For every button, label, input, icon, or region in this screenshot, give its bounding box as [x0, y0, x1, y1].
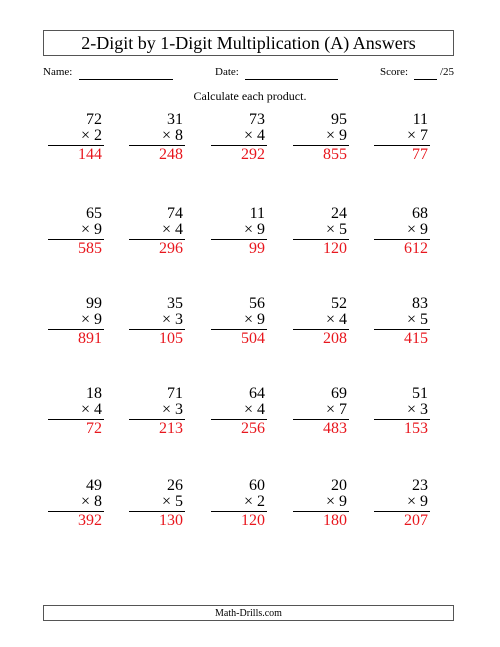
multiplier: × 7 [406, 127, 428, 144]
product-answer: 292 [241, 146, 265, 163]
multiplicand: 26 [167, 477, 183, 494]
product-answer: 120 [241, 512, 265, 529]
problem [370, 206, 434, 266]
multiplicand: 56 [249, 295, 265, 312]
multiplier: × 4 [80, 401, 102, 418]
problem [289, 206, 353, 266]
multiplicand: 69 [331, 385, 347, 402]
problem [44, 296, 108, 356]
problem [44, 206, 108, 266]
multiplier: × 4 [325, 311, 347, 328]
multiplicand: 60 [249, 477, 265, 494]
multiplier: × 9 [80, 221, 102, 238]
product-answer: 891 [78, 330, 102, 347]
product-answer: 612 [404, 240, 428, 257]
multiplier: × 9 [406, 493, 428, 510]
product-answer: 483 [323, 420, 347, 437]
problem [370, 296, 434, 356]
product-answer: 105 [159, 330, 183, 347]
multiplicand: 99 [86, 295, 102, 312]
multiplicand: 20 [331, 477, 347, 494]
problem [125, 386, 189, 446]
date-label: Date: [215, 66, 239, 78]
multiplier: × 3 [161, 311, 183, 328]
problem [44, 478, 108, 538]
problem [125, 296, 189, 356]
problem [289, 112, 353, 172]
product-answer: 415 [404, 330, 428, 347]
problem [370, 478, 434, 538]
footer: Math-Drills.com [43, 605, 454, 621]
name-line [79, 79, 173, 80]
multiplier: × 8 [161, 127, 183, 144]
problem [370, 112, 434, 172]
problem [207, 112, 271, 172]
problem [125, 206, 189, 266]
problem [207, 386, 271, 446]
problem [207, 296, 271, 356]
multiplicand: 31 [167, 111, 183, 128]
multiplier: × 8 [80, 493, 102, 510]
product-answer: 208 [323, 330, 347, 347]
product-answer: 256 [241, 420, 265, 437]
problem [207, 206, 271, 266]
product-answer: 99 [249, 240, 265, 257]
date-line [245, 79, 338, 80]
multiplier: × 3 [161, 401, 183, 418]
multiplier: × 5 [325, 221, 347, 238]
multiplier: × 5 [406, 311, 428, 328]
product-answer: 213 [159, 420, 183, 437]
multiplicand: 24 [331, 205, 347, 222]
product-answer: 504 [241, 330, 265, 347]
multiplier: × 4 [243, 127, 265, 144]
product-answer: 248 [159, 146, 183, 163]
product-answer: 180 [323, 512, 347, 529]
product-answer: 72 [86, 420, 102, 437]
multiplicand: 71 [167, 385, 183, 402]
multiplier: × 9 [325, 493, 347, 510]
multiplicand: 95 [331, 111, 347, 128]
multiplier: × 2 [80, 127, 102, 144]
product-answer: 130 [159, 512, 183, 529]
multiplier: × 2 [243, 493, 265, 510]
product-answer: 392 [78, 512, 102, 529]
problem [207, 478, 271, 538]
multiplicand: 35 [167, 295, 183, 312]
multiplicand: 83 [412, 295, 428, 312]
problem [289, 478, 353, 538]
problem [125, 478, 189, 538]
multiplicand: 52 [331, 295, 347, 312]
multiplicand: 11 [412, 111, 428, 128]
multiplier: × 9 [243, 311, 265, 328]
multiplicand: 23 [412, 477, 428, 494]
problem [44, 112, 108, 172]
multiplicand: 72 [86, 111, 102, 128]
problem [44, 386, 108, 446]
multiplicand: 64 [249, 385, 265, 402]
multiplier: × 4 [243, 401, 265, 418]
product-answer: 585 [78, 240, 102, 257]
product-answer: 207 [404, 512, 428, 529]
worksheet-title: 2-Digit by 1-Digit Multiplication (A) Answers [43, 30, 454, 56]
score-total: /25 [440, 66, 455, 78]
product-answer: 855 [323, 146, 347, 163]
name-label: Name: [43, 66, 73, 78]
product-answer: 120 [323, 240, 347, 257]
product-answer: 153 [404, 420, 428, 437]
multiplier: × 9 [406, 221, 428, 238]
multiplicand: 11 [249, 205, 265, 222]
multiplier: × 9 [325, 127, 347, 144]
multiplier: × 9 [243, 221, 265, 238]
multiplicand: 68 [412, 205, 428, 222]
problem [289, 386, 353, 446]
problem [125, 112, 189, 172]
instructions: Calculate each product. [193, 89, 307, 103]
multiplicand: 65 [86, 205, 102, 222]
multiplicand: 49 [86, 477, 102, 494]
product-answer: 296 [159, 240, 183, 257]
multiplier: × 9 [80, 311, 102, 328]
multiplier: × 3 [406, 401, 428, 418]
multiplicand: 51 [412, 385, 428, 402]
multiplier: × 7 [325, 401, 347, 418]
multiplier: × 4 [161, 221, 183, 238]
multiplier: × 5 [161, 493, 183, 510]
score-label: Score: [380, 66, 409, 78]
multiplicand: 74 [167, 205, 183, 222]
problem [370, 386, 434, 446]
score-line [414, 79, 437, 80]
multiplicand: 18 [86, 385, 102, 402]
product-answer: 77 [412, 146, 428, 163]
problem [289, 296, 353, 356]
multiplicand: 73 [249, 111, 265, 128]
product-answer: 144 [78, 146, 102, 163]
